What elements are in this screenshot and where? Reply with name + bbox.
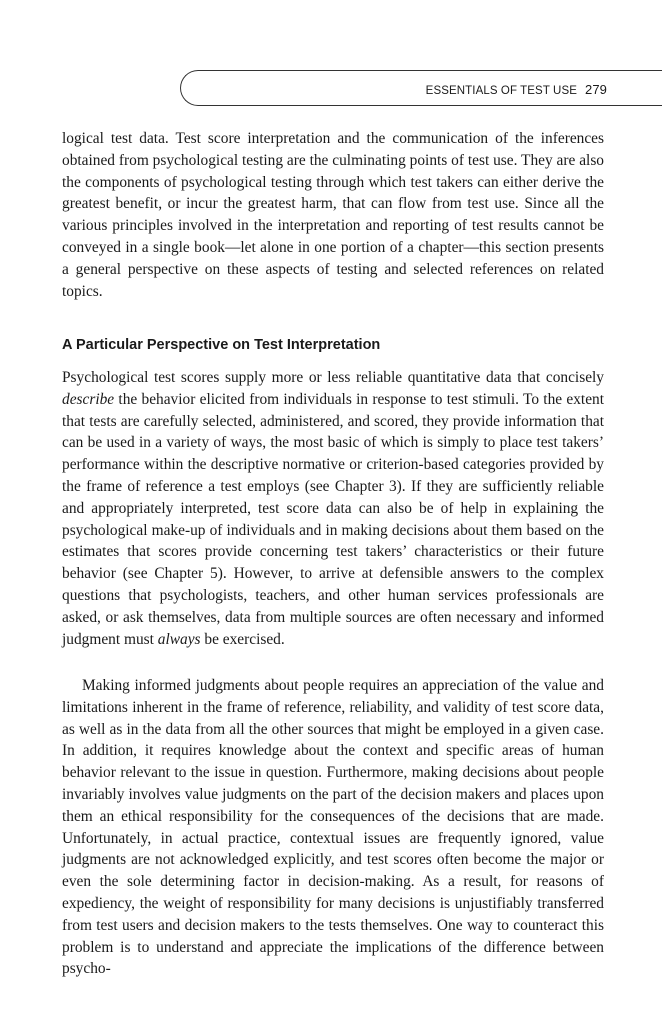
page-number: 279 xyxy=(585,82,607,97)
paragraph-perspective-text-2: the behavior elicited from individuals in response to test stimuli. To the extent that tests are carefully selected, administered, and scored, they provide information that can be used in a variety of ways, the most basic of which is simply to place test takers’ performance within the descriptive normative or criterion-based categories provided by the frame of reference a test employs (see Chapter 3). If they are sufficiently reliable and appropriately interpreted, test score data can also be of help in explaining the psychological make-up of individuals and in making decisions about them based on the estimates that scores provide concerning test takers’ characteristics or their future behavior (see Chapter 5). However, to arrive at defensible answers to the complex questions that psychologists, teachers, and other human services professionals are asked, or ask themselves, data from multiple sources are often necessary and informed judgment must xyxy=(62,390,604,648)
emphasis-describe: describe xyxy=(62,390,115,408)
paragraph-perspective xyxy=(62,367,604,650)
section-heading: A Particular Perspective on Test Interpretation xyxy=(62,337,381,353)
paragraph-perspective-text-3: be exercised. xyxy=(200,630,285,648)
running-head-title: ESSENTIALS OF TEST USE xyxy=(425,85,577,97)
paragraph-intro: logical test data. Test score interpretation and the communication of the inferences obtained from psychological testing are the culminating points of test use. They are also the components of psychological testing through which test takers can either derive the greatest benefit, or incur the greatest harm, that can flow from test use. Since all the various principles involved in the interpretation and reporting of test results cannot be conveyed in a single book—let alone in one portion of a chapter—this section presents a general perspective on these aspects of testing and selected references on related topics. xyxy=(62,130,604,300)
emphasis-always: always xyxy=(157,630,201,648)
running-head xyxy=(426,82,607,97)
paragraph-perspective-text-1: Psychological test scores supply more or less reliable quantitative data that concisely xyxy=(62,369,604,386)
paragraph-informed-judgments: Making informed judgments about people requires an appreciation of the value and limitations inherent in the frame of reference, reliability, and validity of test score data, as well as in the data from all the other sources that might be employed in a given case. In addition, it requires knowledge about the context and specific areas of human behavior relevant to the issue in question. Furthermore, making decisions about people invariably involves value judgments on the part of the decision makers and places upon them an ethical responsibility for the consequences of the decisions that are made. Unfortunately, in actual practice, contextual issues are frequently ignored, value judgments are not acknowledged explicitly, and test scores often become the major or even the sole determining factor in decision-making. As a result, for reasons of expediency, the weight of responsibility for many decisions is unjustifiably transferred from test users and decision makers to the tests themselves. One way to counteract this problem is to understand and appreciate the implications of the difference between psycho- xyxy=(62,677,604,978)
